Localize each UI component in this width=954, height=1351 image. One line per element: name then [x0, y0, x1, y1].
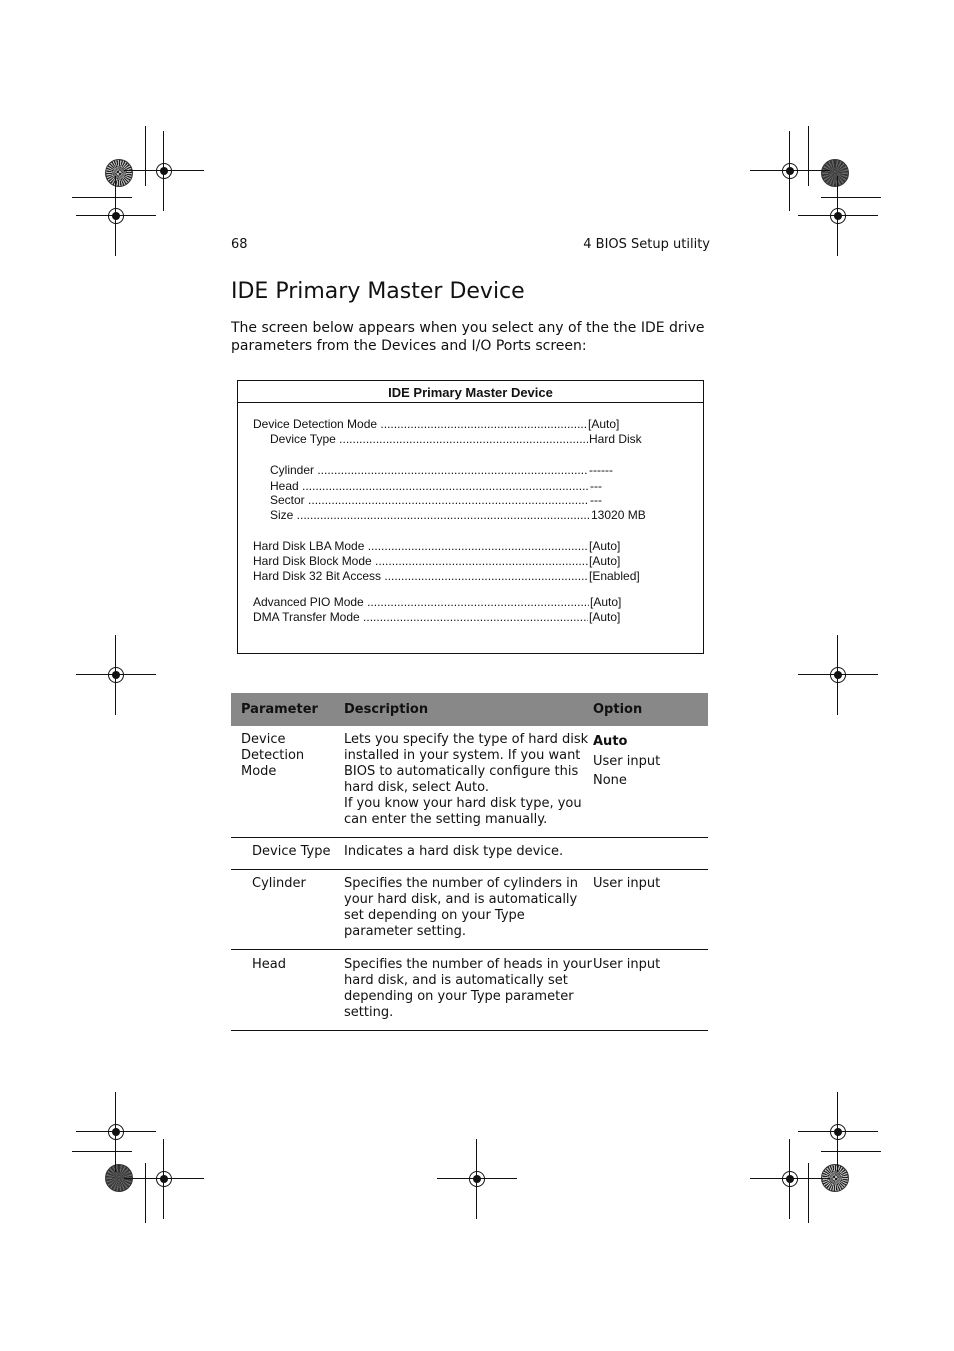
- parameter-text: Device: [241, 732, 286, 747]
- description-text: setting.: [344, 1005, 394, 1020]
- bios-row-value: Hard Disk: [589, 432, 642, 446]
- section-title: IDE Primary Master Device: [231, 279, 525, 304]
- bios-row-label: Head .....: [270, 479, 589, 493]
- bios-row-label: Device Type .....: [270, 432, 588, 446]
- crop-line: [72, 197, 132, 198]
- bios-row-value: [Auto]: [589, 610, 621, 624]
- bios-row-value: 13020 MB: [591, 508, 646, 522]
- bios-row-value: [Auto]: [588, 417, 620, 431]
- bios-row: [253, 569, 640, 583]
- crop-line: [145, 1163, 146, 1223]
- description-text: parameter setting.: [344, 924, 466, 939]
- bios-row: [253, 610, 620, 624]
- bios-row-value: ---: [590, 479, 602, 493]
- bios-row: [253, 554, 620, 568]
- column-header-description: Description: [344, 702, 429, 717]
- description-text: Specifies the number of cylinders in: [344, 876, 579, 891]
- parameter-table: [231, 693, 708, 1031]
- description-text: installed in your system. If you want: [344, 748, 581, 763]
- table-row: [231, 726, 708, 838]
- crop-line: [145, 126, 146, 186]
- description-text: hard disk, and is automatically set: [344, 973, 568, 988]
- description-text: hard disk, select Auto.: [344, 780, 489, 795]
- registration-mark-icon: [462, 1164, 492, 1194]
- crop-line: [821, 1151, 881, 1152]
- description-cell: [344, 957, 593, 1030]
- description-text: Specifies the number of heads in your: [344, 957, 592, 972]
- registration-mark-icon: [823, 201, 853, 231]
- column-header-parameter: Parameter: [241, 702, 318, 717]
- crop-line: [72, 1151, 132, 1152]
- description-text: set depending on your Type: [344, 908, 525, 923]
- description-cell: [344, 732, 593, 837]
- bios-row-label: Size .....: [270, 508, 590, 522]
- option-cell: [593, 732, 708, 837]
- option-cell: [593, 957, 708, 1030]
- bios-row: [253, 595, 621, 609]
- page-number: 68: [231, 237, 248, 252]
- registration-mark-icon: [823, 660, 853, 690]
- bios-row-label: Hard Disk Block Mode .....: [253, 554, 588, 568]
- parameter-text: Device Type: [252, 844, 331, 859]
- option-default: Auto: [593, 734, 628, 749]
- color-target-icon: [821, 159, 849, 187]
- intro-paragraph: The screen below appears when you select any of the the IDE drive parameters from the Devices and I/O Ports screen:: [231, 320, 705, 354]
- color-target-icon: [105, 159, 133, 187]
- table-header-row: [231, 693, 708, 726]
- description-cell: [344, 844, 593, 869]
- column-header-option: Option: [593, 702, 643, 717]
- registration-mark-icon: [101, 1117, 131, 1147]
- option-text: None: [593, 773, 627, 788]
- parameter-text: Mode: [241, 764, 277, 779]
- bios-row: [270, 493, 602, 507]
- description-text: BIOS to automatically configure this: [344, 764, 579, 779]
- description-cell: [344, 876, 593, 949]
- table-row: [231, 870, 708, 950]
- bios-row-label: DMA Transfer Mode .....: [253, 610, 588, 624]
- bios-screen-title: IDE Primary Master Device: [238, 381, 703, 403]
- bios-row-value: [Auto]: [590, 595, 622, 609]
- table-row: [231, 838, 708, 870]
- description-text: If you know your hard disk type, you: [344, 796, 582, 811]
- registration-mark-icon: [101, 660, 131, 690]
- bios-row-label: Hard Disk 32 Bit Access .....: [253, 569, 588, 583]
- bios-row: [270, 479, 602, 493]
- bios-row-label: Device Detection Mode .....: [253, 417, 587, 431]
- bios-row-value: [Auto]: [589, 554, 621, 568]
- bios-row-label: Hard Disk LBA Mode .....: [253, 539, 588, 553]
- bios-row: [253, 539, 620, 553]
- option-cell: [593, 844, 708, 869]
- bios-row-label: Cylinder .....: [270, 463, 588, 477]
- registration-mark-icon: [149, 156, 179, 186]
- crop-line: [821, 197, 881, 198]
- registration-mark-icon: [823, 1117, 853, 1147]
- parameter-cell: [231, 876, 344, 949]
- bios-row: [270, 463, 613, 477]
- bios-row-value: [Auto]: [589, 539, 621, 553]
- description-text: depending on your Type parameter: [344, 989, 574, 1004]
- registration-mark-icon: [149, 1164, 179, 1194]
- description-text: Indicates a hard disk type device.: [344, 844, 564, 859]
- bios-row-value: ------: [589, 463, 613, 477]
- description-text: your hard disk, and is automatically: [344, 892, 578, 907]
- table-row: [231, 950, 708, 1031]
- parameter-cell: [231, 732, 344, 837]
- bios-row-label: Advanced PIO Mode .....: [253, 595, 589, 609]
- option-text: User input: [593, 876, 661, 891]
- option-cell: [593, 876, 708, 949]
- bios-row: [270, 508, 646, 522]
- bios-row-value: [Enabled]: [589, 569, 640, 583]
- registration-mark-icon: [101, 201, 131, 231]
- parameter-cell: [231, 844, 344, 869]
- registration-mark-icon: [775, 1164, 805, 1194]
- crop-line: [808, 1163, 809, 1223]
- description-text: Lets you specify the type of hard disk: [344, 732, 589, 747]
- registration-mark-icon: [775, 156, 805, 186]
- bios-row-label: Sector .....: [270, 493, 589, 507]
- bios-row: [270, 432, 642, 446]
- description-text: can enter the setting manually.: [344, 812, 548, 827]
- running-header: 4 BIOS Setup utility: [583, 237, 710, 252]
- option-text: User input: [593, 957, 661, 972]
- bios-row-value: ---: [590, 493, 602, 507]
- crop-line: [808, 126, 809, 186]
- bios-row: [253, 417, 619, 431]
- option-text: User input: [593, 753, 661, 769]
- bios-screen-figure: [237, 380, 704, 654]
- parameter-text: Detection: [241, 748, 305, 763]
- parameter-text: Head: [252, 957, 286, 972]
- parameter-cell: [231, 957, 344, 1030]
- parameter-text: Cylinder: [252, 876, 306, 891]
